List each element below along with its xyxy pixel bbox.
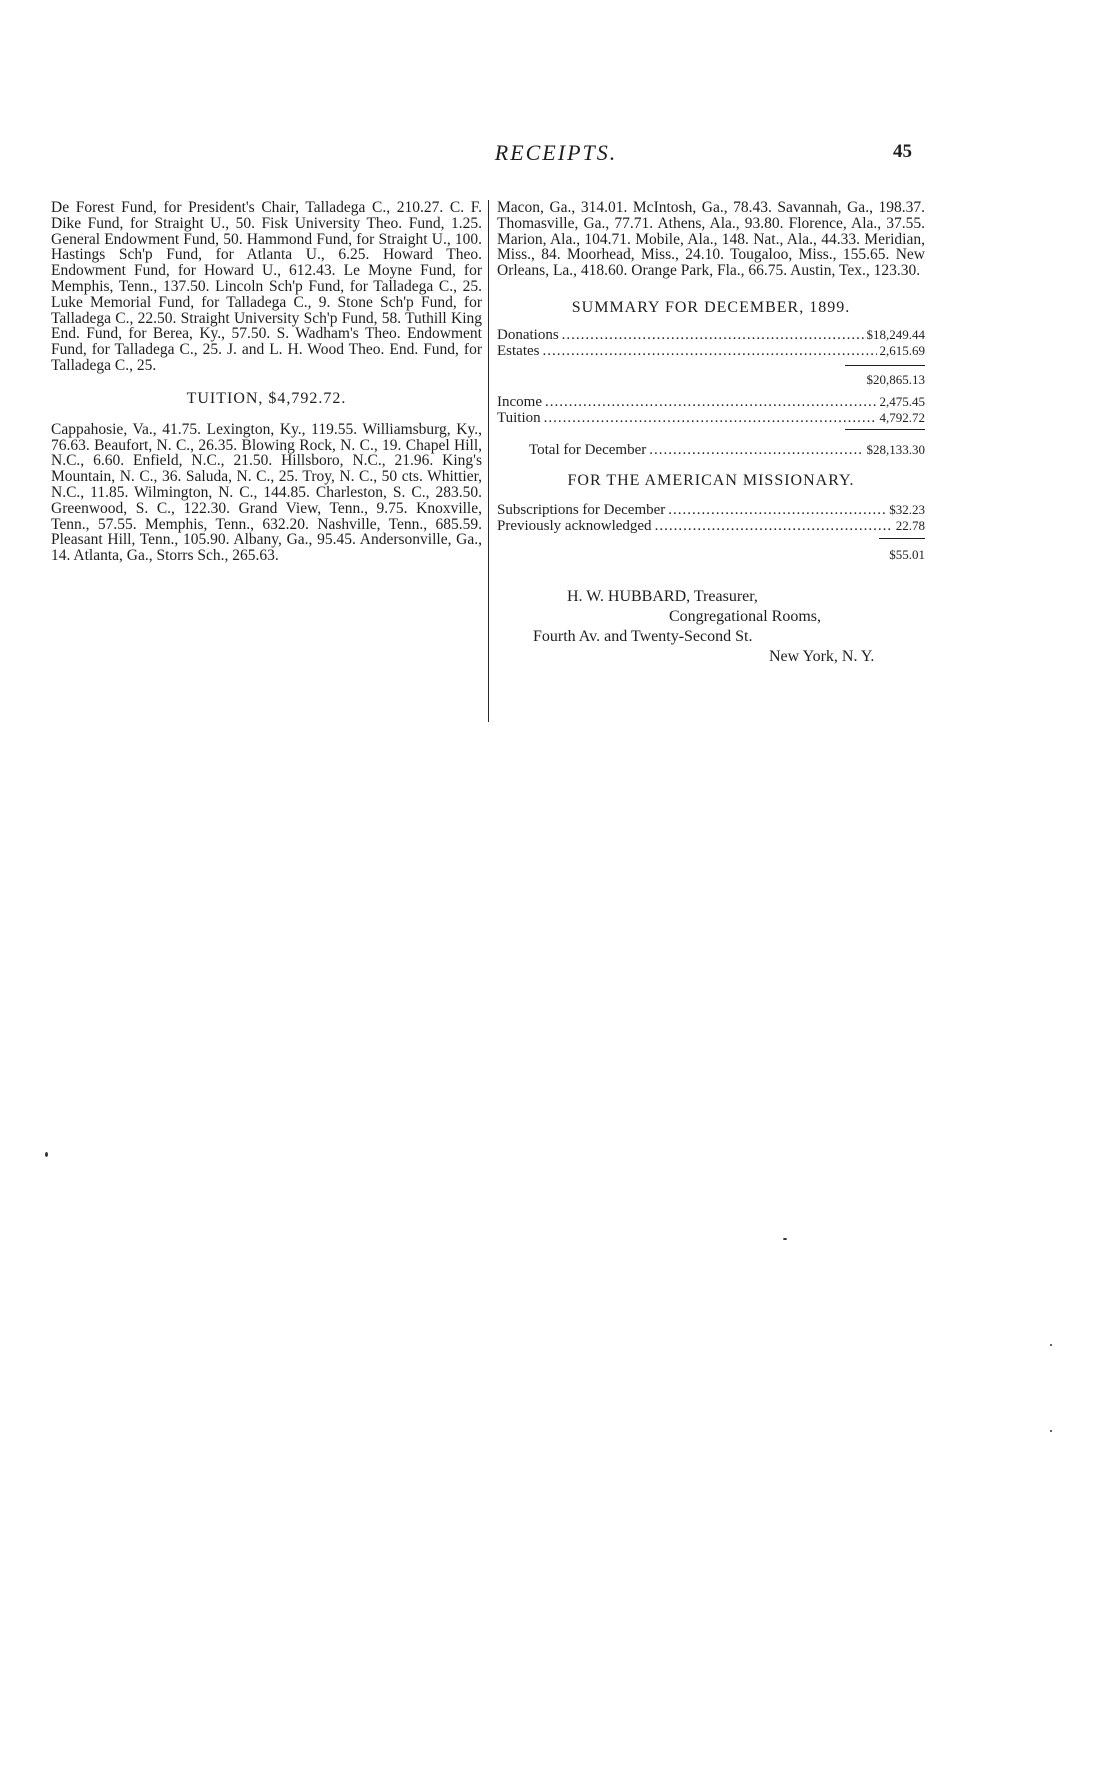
summary-row-value: $18,249.44	[866, 326, 925, 342]
signature-line: Congregational Rooms,	[669, 607, 821, 625]
missionary-table	[497, 502, 925, 563]
page-number: 45	[893, 141, 912, 162]
summary-row	[497, 410, 925, 426]
summary-row	[497, 343, 925, 359]
summary-total-label: Total for December	[529, 441, 647, 458]
leader-dots	[668, 502, 886, 518]
summary-total-row	[497, 442, 925, 458]
tuition-paragraph: Cappahosie, Va., 41.75. Lexington, Ky., 119.55. Williamsburg, Ky., 76.63. Beaufort, N. C., 26.35. Blowing Rock, N. C., 19. Chapel Hill, N.C., 6.60. Enfield, N.C., 21.50. Hillsboro, N.C., 21.96. King's Mountain, N. C., 36. Saluda, N. C., 25. Troy, N. C., 50 cts. Whittier, N.C., 11.85. Wilmington, N. C., 144.85. Charleston, S. C., 283.50. Greenwood, S. C., 122.30. Grand View, Tenn., 9.75. Knoxville, Tenn., 57.55. Memphis, Tenn., 632.20. Nashville, Tenn., 685.59. Pleasant Hill, Tenn., 105.90. Albany, Ga., 95.45. Andersonville, Ga., 14. Atlanta, Ga., Storrs Sch., 265.63.	[51, 420, 482, 565]
missionary-row-label: Previously acknowledged	[497, 517, 652, 534]
scan-speck	[1050, 1344, 1052, 1346]
missionary-row-value: $32.23	[889, 501, 925, 517]
scan-speck	[783, 1238, 787, 1240]
missionary-rule	[879, 538, 925, 539]
missionary-row-label: Subscriptions for December	[497, 501, 666, 518]
leader-dots	[544, 410, 877, 426]
leader-dots	[545, 394, 877, 410]
treasurer-name: H. W. HUBBARD, Treasurer,	[567, 587, 758, 605]
summary-total-value: $28,133.30	[866, 441, 925, 457]
funds-paragraph: De Forest Fund, for President's Chair, Talladega C., 210.27. C. F. Dike Fund, for Straight U., 50. Fisk University Theo. Fund, 1.25. General Endowment Fund, 50. Hammond Fund, for Straight U., 100. Hastings Sch'p Fund, for Atlanta U., 6.25. Howard Theo. Endowment Fund, for Howard U., 612.43. Le Moyne Fund, for Memphis, Tenn., 137.50. Lincoln Sch'p Fund, for Talladega C., 25. Luke Memorial Fund, for Talladega C., 9. Stone Sch'p Fund, for Talladega C., 22.50. Straight University Sch'p Fund, 58. Tuthill King End. Fund, for Berea, Ky., 57.50. S. Wadham's Theo. Endowment Fund, for Talladega C., 25. J. and L. H. Wood Theo. End. Fund, for Talladega C., 25.	[51, 199, 482, 374]
column-divider	[488, 200, 489, 722]
total-rule	[845, 429, 925, 430]
summary-row-label: Donations	[497, 326, 559, 343]
missionary-row-value: 22.78	[895, 517, 925, 533]
missionary-total: $55.01	[889, 546, 925, 562]
summary-subtotal: $20,865.13	[866, 371, 925, 387]
signature-line: Fourth Av. and Twenty-Second St.	[533, 627, 753, 645]
summary-row	[497, 327, 925, 343]
summary-row-label: Estates	[497, 342, 540, 359]
missionary-heading: FOR THE AMERICAN MISSIONARY.	[567, 471, 855, 489]
summary-row-label: Income	[497, 393, 542, 410]
missionary-row	[497, 502, 925, 518]
right-column	[497, 200, 925, 667]
leader-dots	[655, 518, 893, 534]
signature-block	[497, 587, 925, 667]
leader-dots	[562, 327, 864, 343]
left-column	[51, 200, 482, 564]
leader-dots	[543, 343, 877, 359]
signature-line: New York, N. Y.	[769, 647, 875, 665]
scan-speck	[1050, 1430, 1052, 1432]
missionary-row	[497, 518, 925, 534]
scan-speck	[45, 1152, 48, 1157]
tuition-heading: TUITION, $4,792.72.	[186, 389, 347, 407]
summary-table	[497, 327, 925, 458]
summary-row-value: 2,615.69	[879, 342, 925, 358]
summary-heading: SUMMARY FOR DECEMBER, 1899.	[571, 298, 851, 316]
summary-row-value: 2,475.45	[879, 393, 925, 409]
receipts-continued-paragraph: Macon, Ga., 314.01. McIntosh, Ga., 78.43. Savannah, Ga., 198.37. Thomasville, Ga., 77.71. Athens, Ala., 93.80. Florence, Ala., 37.55. Marion, Ala., 104.71. Mobile, Ala., 148. Nat., Ala., 44.33. Meridian, Miss., 84. Moorhead, Miss., 24.10. Tougaloo, Miss., 155.65. New Orleans, La., 418.60. Orange Park, Fla., 66.75. Austin, Tex., 123.30.	[497, 199, 925, 280]
subtotal-rule	[845, 365, 925, 366]
summary-row-label: Tuition	[497, 409, 541, 426]
running-head: RECEIPTS.	[494, 140, 618, 165]
summary-row-value: 4,792.72	[879, 409, 925, 425]
leader-dots	[649, 442, 863, 458]
summary-row	[497, 394, 925, 410]
